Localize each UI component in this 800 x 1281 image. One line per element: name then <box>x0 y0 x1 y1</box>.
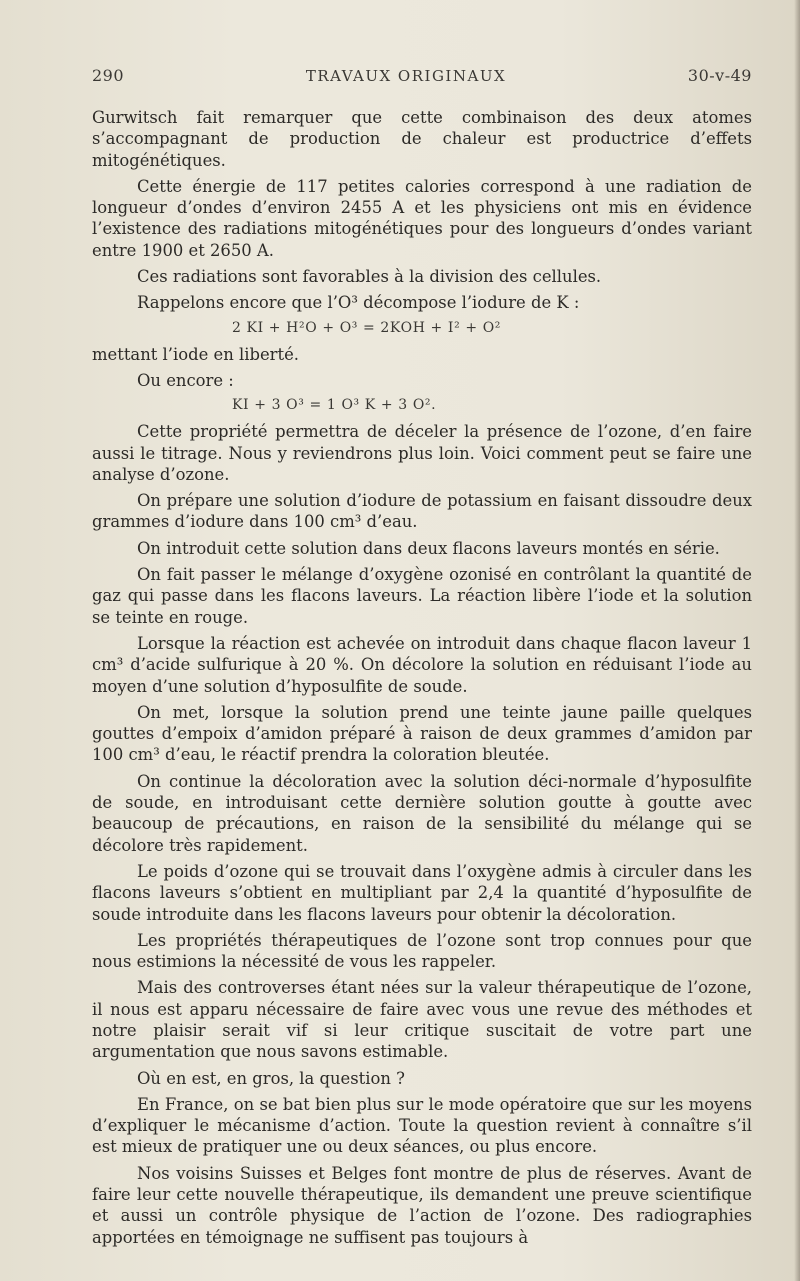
paragraph: Où en est, en gros, la question ? <box>137 1068 405 1088</box>
article-body <box>92 107 752 1248</box>
paragraph: Lorsque la réaction est achevée on introduit dans chaque flacon laveur 1 cm³ d’acide sulfurique à 20 %. On décolore la solution en réduisant l’iode au moyen d’une solution d’hyposulfite de soude. <box>92 633 752 696</box>
paragraph: Les propriétés thérapeutiques de l’ozone sont trop connues pour que nous estimions la nécessité de vous les rappeler. <box>92 930 752 972</box>
running-head <box>92 66 752 85</box>
paragraph: On prépare une solution d’iodure de potassium en faisant dissoudre deux grammes d’iodure dans 100 cm³ d’eau. <box>92 491 752 532</box>
paragraph: Le poids d’ozone qui se trouvait dans l’oxygène admis à circuler dans les flacons laveurs s’obtient en multipliant par 2,4 la quantité d’hyposulfite de soude introduite dans les flacons laveurs pour obtenir la décoloration. <box>92 861 752 924</box>
paragraph: Ou encore : <box>137 370 234 390</box>
paragraph: Gurwitsch fait remarquer que cette combinaison des deux atomes s’accompagnant de production de chaleur est productrice d’effets mitogénétiques. <box>92 108 752 170</box>
paragraph: Cette énergie de 117 petites calories correspond à une radiation de longueur d’ondes d’environ 2455 A et les physiciens ont mis en évidence l’existence des radiations mitogénétiques pour des longueurs d’ondes variant entre 1900 et 2650 A. <box>92 176 752 260</box>
paragraph: Ces radiations sont favorables à la division des cellules. <box>137 267 602 287</box>
page-edge-shadow <box>794 0 800 1281</box>
issue-date: 30-v-49 <box>687 66 752 85</box>
chemical-equation: KI + 3 O³ = 1 O³ K + 3 O². <box>232 397 437 414</box>
paragraph: Rappelons encore que l’O³ décompose l’iodure de K : <box>137 293 580 313</box>
chemical-equation: 2 KI + H²O + O³ = 2KOH + I² + O² <box>232 319 501 336</box>
paragraph: Mais des controverses étant nées sur la valeur thérapeutique de l’ozone, il nous est apparu nécessaire de faire avec vous une revue des méthodes et notre plaisir serait vif si leur critique suscitait de votre part une argumentation que nous savons estimable. <box>92 978 752 1062</box>
paragraph: mettant l’iode en liberté. <box>92 344 299 364</box>
paragraph: On met, lorsque la solution prend une teinte jaune paille quelques gouttes d’empoix d’amidon préparé à raison de deux grammes d’amidon par 100 cm³ d’eau, le réactif prendra la coloration bleutée. <box>92 702 752 765</box>
paragraph: Nos voisins Suisses et Belges font montre de plus de réserves. Avant de faire leur cette nouvelle thérapeutique, ils demandent une preuve scientifique et aussi un contrôle physique de l’action de l’ozone. Des radiographies apportées en témoignage ne suffisent pas toujours à <box>92 1163 752 1247</box>
running-title: TRAVAUX ORIGINAUX <box>305 67 507 85</box>
paragraph: En France, on se bat bien plus sur le mode opératoire que sur les moyens d’expliquer le mécanisme d’action. Toute la question revient à connaître s’il est mieux de pratiquer une ou deux séances, ou plus encore. <box>92 1094 752 1157</box>
paragraph: On introduit cette solution dans deux flacons laveurs montés en série. <box>137 538 720 558</box>
page <box>92 66 752 1248</box>
page-number: 290 <box>92 66 125 85</box>
paragraph: Cette propriété permettra de déceler la présence de l’ozone, d’en faire aussi le titrage. Nous y reviendrons plus loin. Voici comment peut se faire une analyse d’ozone. <box>92 422 752 484</box>
paragraph: On fait passer le mélange d’oxygène ozonisé en contrôlant la quantité de gaz qui passe dans les flacons laveurs. La réaction libère l’iode et la solution se teinte en rouge. <box>92 565 752 627</box>
paragraph: On continue la décoloration avec la solution déci-normale d’hyposulfite de soude, en introduisant cette dernière solution goutte à goutte avec beaucoup de précautions, en raison de la sensibilité du mélange qui se décolore très rapidement. <box>92 771 752 855</box>
